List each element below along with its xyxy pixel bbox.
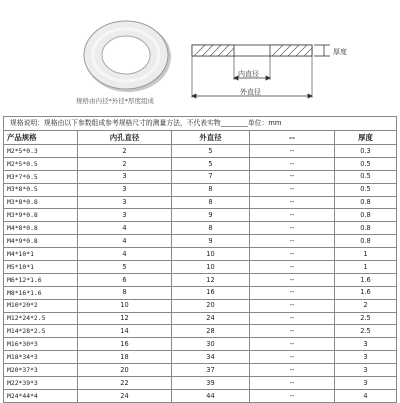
cell-blank: -- — [250, 351, 335, 364]
table-row — [4, 325, 397, 338]
cell-spec: M4*8*0.8 — [4, 222, 78, 235]
cell-outer: 37 — [172, 364, 250, 377]
cell-inner: 16 — [78, 338, 172, 351]
cell-inner: 2 — [78, 145, 172, 158]
diagram-caption: 规格由内径*外径*厚度组成 — [76, 97, 154, 105]
outer-diameter-label: 外直径 — [240, 88, 261, 96]
cell-spec: M2*5*0.3 — [4, 145, 78, 158]
cell-thickness: 4 — [335, 389, 397, 402]
thickness-label: 厚度 — [333, 48, 347, 56]
header-row — [4, 131, 397, 145]
table-row — [4, 351, 397, 364]
cell-outer: 8 — [172, 183, 250, 196]
cell-blank: -- — [250, 261, 335, 274]
cell-thickness: 2 — [335, 299, 397, 312]
table-row — [4, 145, 397, 158]
cell-spec: M20*37*3 — [4, 364, 78, 377]
cell-outer: 28 — [172, 325, 250, 338]
cell-spec: M18*34*3 — [4, 351, 78, 364]
cell-spec: M10*20*2 — [4, 299, 78, 312]
cell-thickness: 0.5 — [335, 170, 397, 183]
cell-thickness: 2.5 — [335, 325, 397, 338]
cell-thickness: 0.8 — [335, 222, 397, 235]
cell-inner: 20 — [78, 364, 172, 377]
cell-spec: M8*16*1.6 — [4, 286, 78, 299]
cell-blank: -- — [250, 377, 335, 390]
table-row — [4, 338, 397, 351]
cell-thickness: 2.5 — [335, 312, 397, 325]
cell-outer: 9 — [172, 235, 250, 248]
cell-thickness: 3 — [335, 351, 397, 364]
cell-spec: M16*30*3 — [4, 338, 78, 351]
header-thickness: 厚度 — [335, 131, 397, 145]
cell-inner: 4 — [78, 235, 172, 248]
cell-spec: M22*39*3 — [4, 377, 78, 390]
cell-spec: M6*12*1.6 — [4, 273, 78, 286]
cell-outer: 8 — [172, 222, 250, 235]
table-row — [4, 157, 397, 170]
cell-thickness: 0.5 — [335, 183, 397, 196]
table-row — [4, 170, 397, 183]
table-row — [4, 261, 397, 274]
cell-inner: 10 — [78, 299, 172, 312]
table-row — [4, 377, 397, 390]
cell-thickness: 0.5 — [335, 157, 397, 170]
table-row — [4, 183, 397, 196]
header-outer: 外直径 — [172, 131, 250, 145]
cell-spec: M14*28*2.5 — [4, 325, 78, 338]
cell-thickness: 1 — [335, 248, 397, 261]
cell-spec: M2*5*0.5 — [4, 157, 78, 170]
cell-thickness: 0.8 — [335, 209, 397, 222]
table-row — [4, 222, 397, 235]
table-row — [4, 286, 397, 299]
cell-outer: 44 — [172, 389, 250, 402]
cell-spec: M3*9*0.8 — [4, 209, 78, 222]
cell-blank: -- — [250, 325, 335, 338]
cell-thickness: 3 — [335, 364, 397, 377]
table-row — [4, 196, 397, 209]
cell-outer: 9 — [172, 209, 250, 222]
cell-blank: -- — [250, 235, 335, 248]
cell-blank: -- — [250, 183, 335, 196]
cell-outer: 8 — [172, 196, 250, 209]
cell-inner: 24 — [78, 389, 172, 402]
table-row — [4, 273, 397, 286]
cell-outer: 10 — [172, 261, 250, 274]
header-blank: -- — [250, 131, 335, 145]
cell-outer: 5 — [172, 145, 250, 158]
cell-inner: 6 — [78, 273, 172, 286]
washer-ring-illustration — [84, 21, 171, 92]
cell-spec: M3*8*0.8 — [4, 196, 78, 209]
table-row — [4, 312, 397, 325]
cell-inner: 22 — [78, 377, 172, 390]
spec-note: 规格说明：规格由以下参数组成参考规格尺寸的测量方法，不代表实物________单位：mm — [4, 117, 397, 131]
cell-blank: -- — [250, 222, 335, 235]
cell-inner: 12 — [78, 312, 172, 325]
cell-spec: M3*7*0.5 — [4, 170, 78, 183]
cell-blank: -- — [250, 286, 335, 299]
table-row — [4, 235, 397, 248]
cell-spec: M5*10*1 — [4, 261, 78, 274]
cell-blank: -- — [250, 389, 335, 402]
inner-diameter-label: 内直径 — [238, 70, 259, 78]
cell-outer: 24 — [172, 312, 250, 325]
cell-blank: -- — [250, 312, 335, 325]
table-row — [4, 389, 397, 402]
cell-outer: 12 — [172, 273, 250, 286]
cell-spec: M3*8*0.5 — [4, 183, 78, 196]
cell-outer: 16 — [172, 286, 250, 299]
cell-inner: 4 — [78, 222, 172, 235]
cell-inner: 2 — [78, 157, 172, 170]
cell-blank: -- — [250, 299, 335, 312]
cell-inner: 3 — [78, 196, 172, 209]
cell-inner: 14 — [78, 325, 172, 338]
cell-inner: 3 — [78, 183, 172, 196]
cell-thickness: 0.8 — [335, 196, 397, 209]
cell-blank: -- — [250, 364, 335, 377]
cell-thickness: 0.8 — [335, 235, 397, 248]
header-spec: 产品规格 — [4, 131, 78, 145]
cell-spec: M4*9*0.8 — [4, 235, 78, 248]
cell-outer: 30 — [172, 338, 250, 351]
cell-blank: -- — [250, 273, 335, 286]
cell-inner: 4 — [78, 248, 172, 261]
cell-blank: -- — [250, 248, 335, 261]
spec-rows — [4, 145, 397, 403]
cell-outer: 7 — [172, 170, 250, 183]
cell-inner: 18 — [78, 351, 172, 364]
header-inner: 内孔直径 — [78, 131, 172, 145]
cell-inner: 5 — [78, 261, 172, 274]
cell-blank: -- — [250, 157, 335, 170]
cell-blank: -- — [250, 196, 335, 209]
cell-spec: M4*10*1 — [4, 248, 78, 261]
cell-thickness: 1.6 — [335, 286, 397, 299]
cell-thickness: 1 — [335, 261, 397, 274]
cell-blank: -- — [250, 209, 335, 222]
cell-thickness: 1.6 — [335, 273, 397, 286]
table-row — [4, 209, 397, 222]
table-row — [4, 248, 397, 261]
cell-spec: M24*44*4 — [4, 389, 78, 402]
cell-outer: 5 — [172, 157, 250, 170]
cell-spec: M12*24*2.5 — [4, 312, 78, 325]
cell-inner: 3 — [78, 170, 172, 183]
cross-section-drawing — [192, 45, 330, 98]
cell-blank: -- — [250, 338, 335, 351]
cell-thickness: 0.3 — [335, 145, 397, 158]
cell-blank: -- — [250, 145, 335, 158]
cell-thickness: 3 — [335, 377, 397, 390]
table-row — [4, 364, 397, 377]
cell-blank: -- — [250, 170, 335, 183]
cell-outer: 34 — [172, 351, 250, 364]
cell-inner: 8 — [78, 286, 172, 299]
note-row — [4, 117, 397, 131]
table-row — [4, 299, 397, 312]
cell-outer: 20 — [172, 299, 250, 312]
cell-thickness: 3 — [335, 338, 397, 351]
spec-table — [3, 116, 397, 403]
cell-outer: 39 — [172, 377, 250, 390]
cell-inner: 3 — [78, 209, 172, 222]
cell-outer: 10 — [172, 248, 250, 261]
